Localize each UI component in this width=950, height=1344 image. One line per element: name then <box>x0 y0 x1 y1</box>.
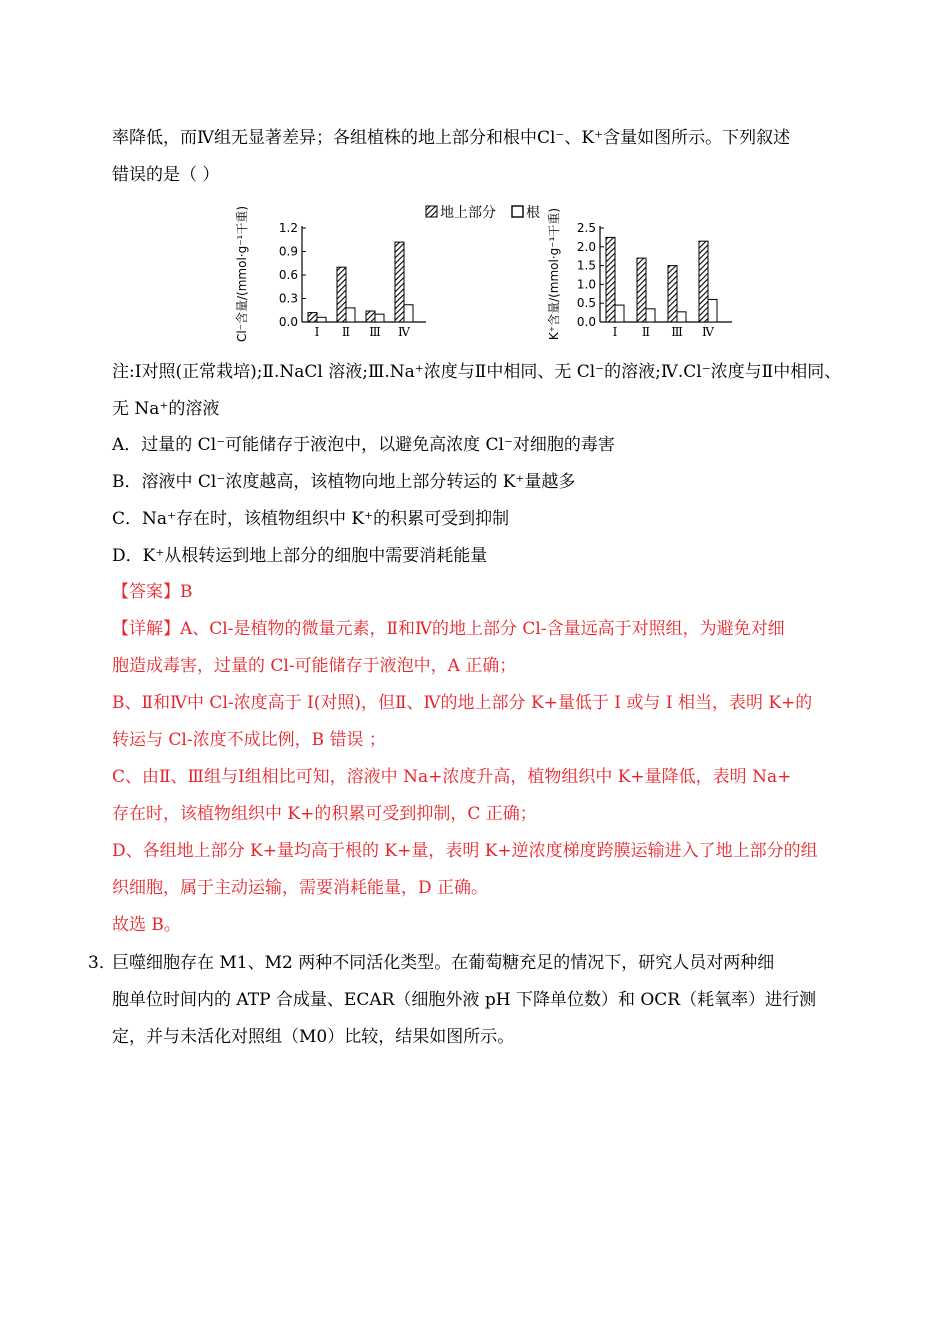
chart2-bar-root <box>708 299 717 322</box>
chart2-category-label: Ⅱ <box>641 325 651 339</box>
chart-cl <box>279 221 426 339</box>
chart1-bar-root <box>404 305 413 322</box>
question-3-line-3: 定，并与未活化对照组（M0）比较，结果如图所示。 <box>112 1027 515 1047</box>
note-line-2: 无 Na⁺的溶液 <box>112 399 220 419</box>
explanation-line-1: 【详解】A、Cl-是植物的微量元素，Ⅱ和Ⅳ的地上部分 Cl-含量远高于对照组，为避免对细 <box>112 619 785 639</box>
legend-swatch-root <box>512 206 523 217</box>
chart1-bar-shoot <box>337 267 346 322</box>
chart1-ytick-label: 0.0 <box>278 315 298 329</box>
chart2-bar-shoot <box>699 241 708 322</box>
chart1-category-label: Ⅱ <box>341 325 351 339</box>
option-b: B．溶液中 Cl⁻浓度越高，该植物向地上部分转运的 K⁺量越多 <box>112 472 576 492</box>
chart2-category-label: Ⅳ <box>702 325 714 339</box>
intro-line-1: 率降低，而Ⅳ组无显著差异；各组植株的地上部分和根中Cl⁻、K⁺含量如图所示。下列叙述 <box>112 128 791 148</box>
chart2-bar-shoot <box>668 266 677 322</box>
chart2-ytick-label: 2.0 <box>576 239 596 254</box>
explanation-line-7: D、各组地上部分 K+量均高于根的 K+量，表明 K+逆浓度梯度跨膜运输进入了地上部分的组 <box>112 841 818 861</box>
chart1-bar-root <box>346 308 355 322</box>
legend-label-root: 根 <box>526 205 540 221</box>
explanation-line-6: 存在时，该植物组织中 K+的积累可受到抑制，C 正确； <box>112 804 537 824</box>
option-d: D．K⁺从根转运到地上部分的细胞中需要消耗能量 <box>112 546 488 566</box>
chart1-ytick-label: 0.3 <box>278 291 298 306</box>
explanation-line-2: 胞造成毒害，过量的 Cl-可能储存于液泡中，A 正确； <box>112 656 517 676</box>
option-c: C．Na⁺存在时，该植物组织中 K⁺的积累可受到抑制 <box>112 509 510 529</box>
chart2-bar-root <box>646 309 655 322</box>
question-3-line-1: 巨噬细胞存在 M1、M2 两种不同活化类型。在葡萄糖充足的情况下，研究人员对两种细 <box>112 953 775 973</box>
explanation-line-5: C、由Ⅱ、Ⅲ组与Ⅰ组相比可知，溶液中 Na+浓度升高，植物组织中 K+量降低，表明 Na+ <box>112 767 792 787</box>
charts <box>230 196 750 346</box>
legend-label-shoot: 地上部分 <box>440 205 496 221</box>
chart1-bar-root <box>317 317 326 322</box>
charts-svg <box>230 196 750 346</box>
chart1-ytick-label: 0.9 <box>278 244 298 259</box>
explanation-line-9: 故选 B。 <box>112 915 181 935</box>
chart1-category-label: Ⅰ <box>314 325 320 339</box>
chart1-category-label: Ⅲ <box>369 325 381 339</box>
question-3-line-2: 胞单位时间内的 ATP 合成量、ECAR（细胞外液 pH 下降单位数）和 OCR（耗氧率）进行测 <box>112 990 817 1010</box>
chart1-bar-root <box>375 314 384 322</box>
chart2-ytick-label: 0.0 <box>576 315 596 329</box>
explanation-line-8: 织细胞，属于主动运输，需要消耗能量，D 正确。 <box>112 878 489 898</box>
intro-line-2: 错误的是（ ） <box>112 165 220 185</box>
chart2-bar-root <box>615 305 624 322</box>
chart1-bar-shoot <box>308 313 317 322</box>
chart2-ytick-label: 1.0 <box>576 277 596 292</box>
explanation-line-4: 转运与 Cl-浓度不成比例，B 错误 ； <box>112 730 386 750</box>
explanation-line-3: B、Ⅱ和Ⅳ中 Cl-浓度高于 I(对照)，但Ⅱ、Ⅳ的地上部分 K+量低于 I 或与 I 相当，表明 K+的 <box>112 693 813 713</box>
chart2-ytick-label: 2.5 <box>576 221 596 235</box>
chart2-bar-shoot <box>637 258 646 322</box>
legend-swatch-shoot <box>426 206 437 217</box>
chart2-category-label: Ⅰ <box>612 325 618 339</box>
chart1-category-label: Ⅳ <box>398 325 410 339</box>
chart2-ytick-label: 1.5 <box>576 258 596 273</box>
chart2-bar-root <box>677 312 686 322</box>
chart1-bar-shoot <box>395 242 404 322</box>
option-a: A．过量的 Cl⁻可能储存于液泡中，以避免高浓度 Cl⁻对细胞的毒害 <box>112 435 615 455</box>
note-line-1: 注:Ⅰ对照(正常栽培);Ⅱ.NaCl 溶液;Ⅲ.Na⁺浓度与Ⅱ中相同、无 Cl⁻的溶液;Ⅳ.Cl⁻浓度与Ⅱ中相同、 <box>112 362 842 382</box>
chart1-ytick-label: 1.2 <box>278 221 298 235</box>
chart1-ylabel: Cl⁻含量/(mmol·g⁻¹干重) <box>235 205 249 343</box>
chart-k <box>577 221 732 339</box>
chart2-ytick-label: 0.5 <box>576 296 596 311</box>
question-3-number: 3． <box>88 953 116 973</box>
chart2-category-label: Ⅲ <box>671 325 683 339</box>
chart1-bar-shoot <box>366 311 375 322</box>
chart2-bar-shoot <box>606 237 615 322</box>
chart1-ytick-label: 0.6 <box>278 268 298 282</box>
answer: 【答案】B <box>112 582 193 602</box>
chart2-ylabel: K⁺含量/(mmol·g⁻¹干重) <box>547 207 561 341</box>
